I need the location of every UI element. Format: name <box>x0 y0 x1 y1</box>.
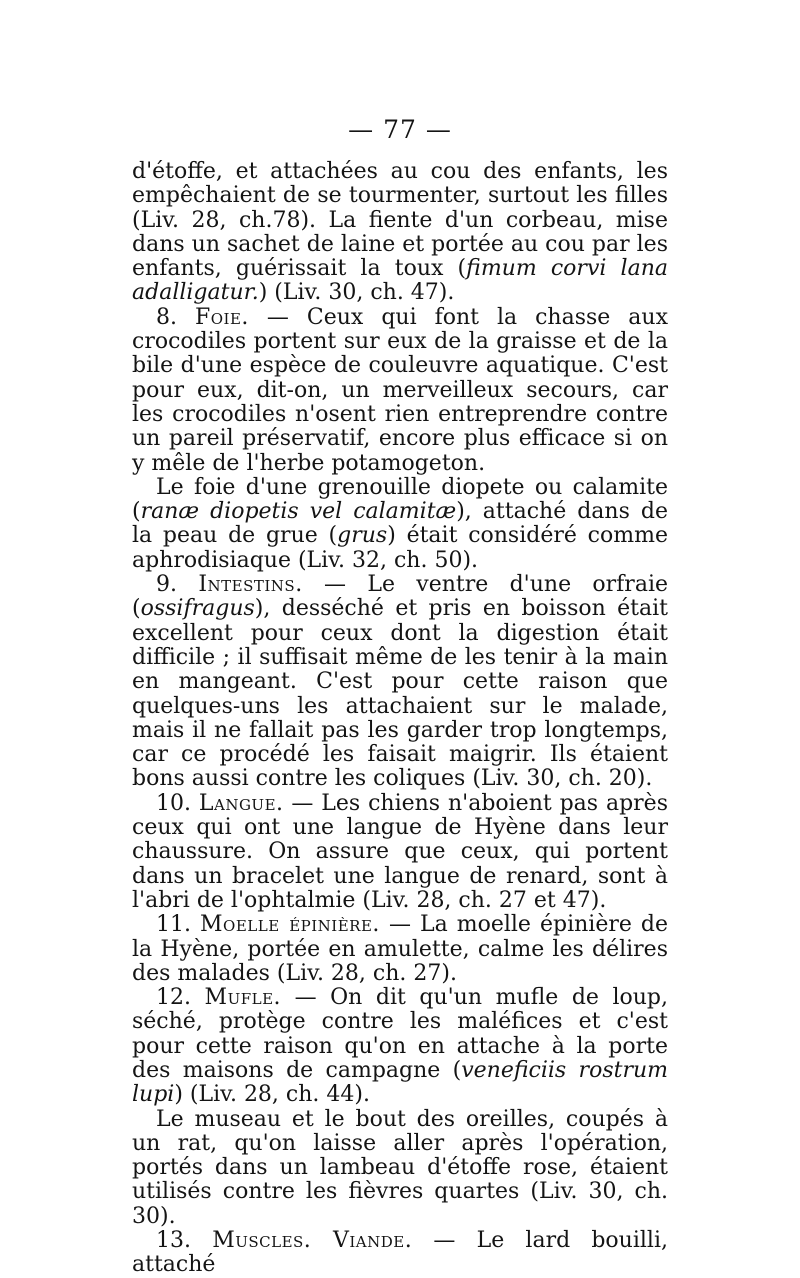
book-page <box>132 112 668 1278</box>
paragraph <box>132 792 668 913</box>
paragraph <box>132 476 668 573</box>
text-run: 12. <box>156 985 205 1011</box>
text-run: 8. <box>156 304 195 330</box>
paragraph <box>132 913 668 986</box>
body-text <box>132 160 668 1278</box>
paragraph <box>132 1229 668 1278</box>
text-run: 9. <box>156 572 199 598</box>
text-run: Le museau et le bout des oreilles, coupés à un rat, qu'on laisse aller après l'opération, portés dans un lambeau d'étoffe rose, étaient utilisés contre les fièvres quartes (Liv. 30, ch. 30). <box>132 1106 668 1229</box>
text-run: 10. <box>156 790 199 816</box>
text-run: — On dit qu'un mufle de loup, séché, protège contre les maléfices et c'est pour cette raison qu'on en attache à la porte des maisons de campagne ( <box>132 985 669 1083</box>
text-run: ), attaché dans de la peau de grue ( <box>132 499 668 549</box>
latin-citation: grus <box>337 523 388 549</box>
latin-citation: fimum corvi lana adalligatur. <box>132 256 668 306</box>
text-run: ) (Liv. 28, ch. 44). <box>174 1082 370 1108</box>
page-number: — 77 — <box>348 115 452 144</box>
text-run: — Les chiens n'aboient pas après ceux qui ont une langue de Hyène dans leur chaussure. On assure que ceux, qui portent dans un bracelet une langue de renard, sont à l'abri de l'ophtalmie (Liv. 28, ch. 27 et 47). <box>132 790 668 913</box>
paragraph <box>132 986 668 1107</box>
text-run: — La moelle épinière de la Hyène, portée en amulette, calme les délires des malades (Liv. 28, ch. 27). <box>132 912 669 986</box>
section-heading: Foie. <box>194 304 249 330</box>
text-run: Le foie d'une grenouille diopete ou calamite ( <box>132 474 668 525</box>
paragraph <box>132 306 668 476</box>
text-run: ) était considéré comme aphrodisiaque (Liv. 32, ch. 50). <box>132 523 668 573</box>
text-run: ) (Liv. 30, ch. 47). <box>258 280 455 306</box>
text-run: — Le ventre d'une orfraie ( <box>132 572 668 622</box>
latin-citation: veneficiis rostrum lupi <box>132 1057 668 1108</box>
paragraph <box>132 160 668 306</box>
text-run: — Ceux qui font la chasse aux crocodiles portent sur eux de la graisse et de la bile d'une espèce de couleuvre aquatique. C'est pour eux, dit-on, un merveilleux secours, car les crocodiles n'osent rien entreprendre contre un pareil préservatif, encore plus efficace si on y mêle de l'herbe potamogeton. <box>132 304 668 476</box>
text-run: d'étoffe, et attachées au cou des enfants, les empêchaient de se tourmenter, surtout les filles (Liv. 28, ch.78). La fiente d'un corbeau, mise dans un sachet de laine et portée au cou par les enfants, guérissait la toux ( <box>132 159 668 282</box>
text-run: — Le lard bouilli, attaché <box>132 1228 668 1278</box>
latin-citation: ranæ diopetis vel calamitæ <box>140 499 457 525</box>
text-run: ), desséché et pris en boisson était excellent pour ceux dont la digestion était difficile ; il suffisait même de les tenir à la main en mangeant. C'est pour cette raison que quelques-uns les attachaient sur le malade, mais il ne fallait pas les garder trop longtemps, car ce procédé les faisait maigrir. Ils étaient bons aussi contre les coliques (Liv. 30, ch. 20). <box>132 596 668 792</box>
section-heading: Muscles. Viande. <box>212 1228 413 1254</box>
section-heading: Langue. <box>198 790 284 816</box>
text-run: 13. <box>156 1228 213 1254</box>
latin-citation: ossifragus <box>140 596 255 622</box>
text-run: 11. <box>156 912 201 938</box>
paragraph <box>132 573 668 792</box>
section-heading: Mufle. <box>204 985 282 1011</box>
section-heading: Moelle épinière. <box>200 912 380 938</box>
section-heading: Intestins. <box>198 572 303 598</box>
paragraph <box>132 1108 668 1229</box>
